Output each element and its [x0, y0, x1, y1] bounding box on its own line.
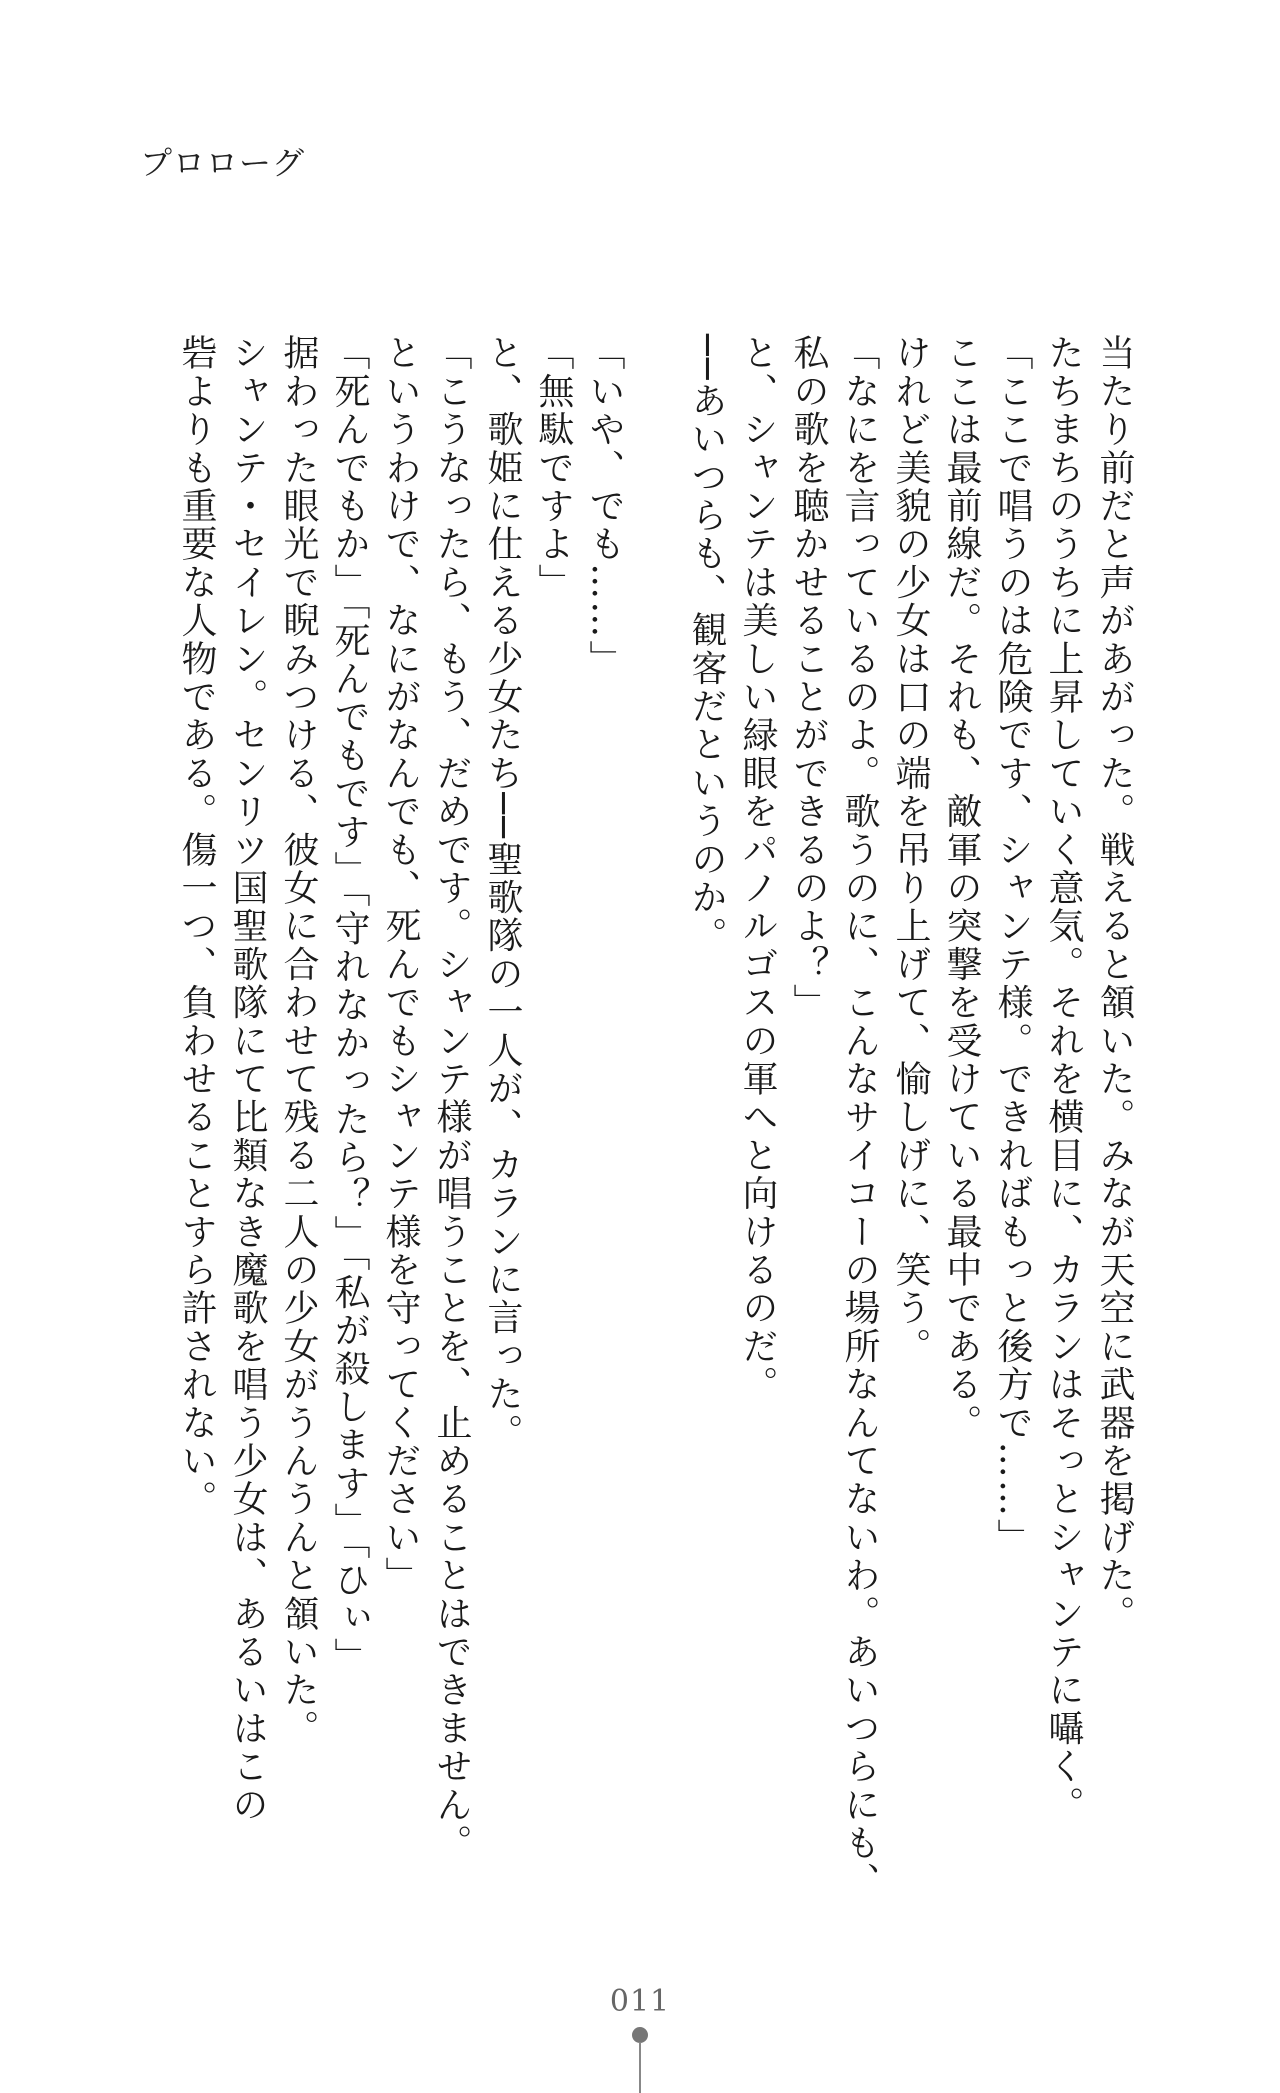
text-line: 私の歌を聴かせることができるのよ？」	[788, 334, 829, 1022]
text-line: 「なにを言っているのよ。歌うのに、こんなサイコーの場所なんてないわ。あいつらにも、	[839, 334, 880, 1901]
text-line: と、歌姫に仕える少女たち──聖歌隊の一人が、カランに言った。	[482, 334, 523, 1452]
text-line: というわけで、なにがなんでも、死んでもシャンテ様を守ってください」	[380, 334, 421, 1595]
page-marker-dot	[632, 2027, 648, 2043]
text-line: 「死んでもか」「死んでもです」「守れなかったら？」「私が殺します」「ひぃ」	[329, 334, 370, 1676]
text-line: 据わった眼光で睨みつける、彼女に合わせて残る二人の少女がうんうんと頷いた。	[278, 334, 319, 1748]
text-line: 「いや、でも……」	[584, 334, 625, 678]
text-line: ここは最前線だ。それも、敵軍の突撃を受けている最中である。	[941, 334, 982, 1442]
text-line: 「こうなったら、もう、だめです。シャンテ様が唱うことを、止めることはできません。	[431, 334, 472, 1862]
text-line: 砦よりも重要な人物である。傷一つ、負わせることすら許されない。	[176, 334, 217, 1519]
text-line: シャンテ・セイレン。センリツ国聖歌隊にて比類なき魔歌を唱う少女は、あるいはこの	[227, 334, 268, 1824]
text-line: と、シャンテは美しい緑眼をパノルゴスの軍へと向けるのだ。	[737, 334, 778, 1404]
text-line: 「無駄ですよ」	[533, 334, 574, 602]
chapter-title: プロローグ	[140, 144, 306, 182]
text-line: 当たり前だと声があがった。戦えると頷いた。みなが天空に武器を掲げた。	[1094, 334, 1135, 1633]
text-line: ──あいつらも、観客だというのか。	[686, 334, 727, 955]
text-line: けれど美貌の少女は口の端を吊り上げて、愉しげに、笑う。	[890, 334, 931, 1366]
page-number: 011	[609, 1984, 671, 2019]
page-marker-line	[639, 2042, 641, 2093]
text-line: たちまちのうちに上昇していく意気。それを横目に、カランはそっとシャンテに囁く。	[1043, 334, 1084, 1824]
text-line: 「ここで唱うのは危険です、シャンテ様。できればもっと後方で……」	[992, 334, 1033, 1557]
body-text	[171, 334, 1140, 1901]
blank-line	[630, 334, 681, 1764]
